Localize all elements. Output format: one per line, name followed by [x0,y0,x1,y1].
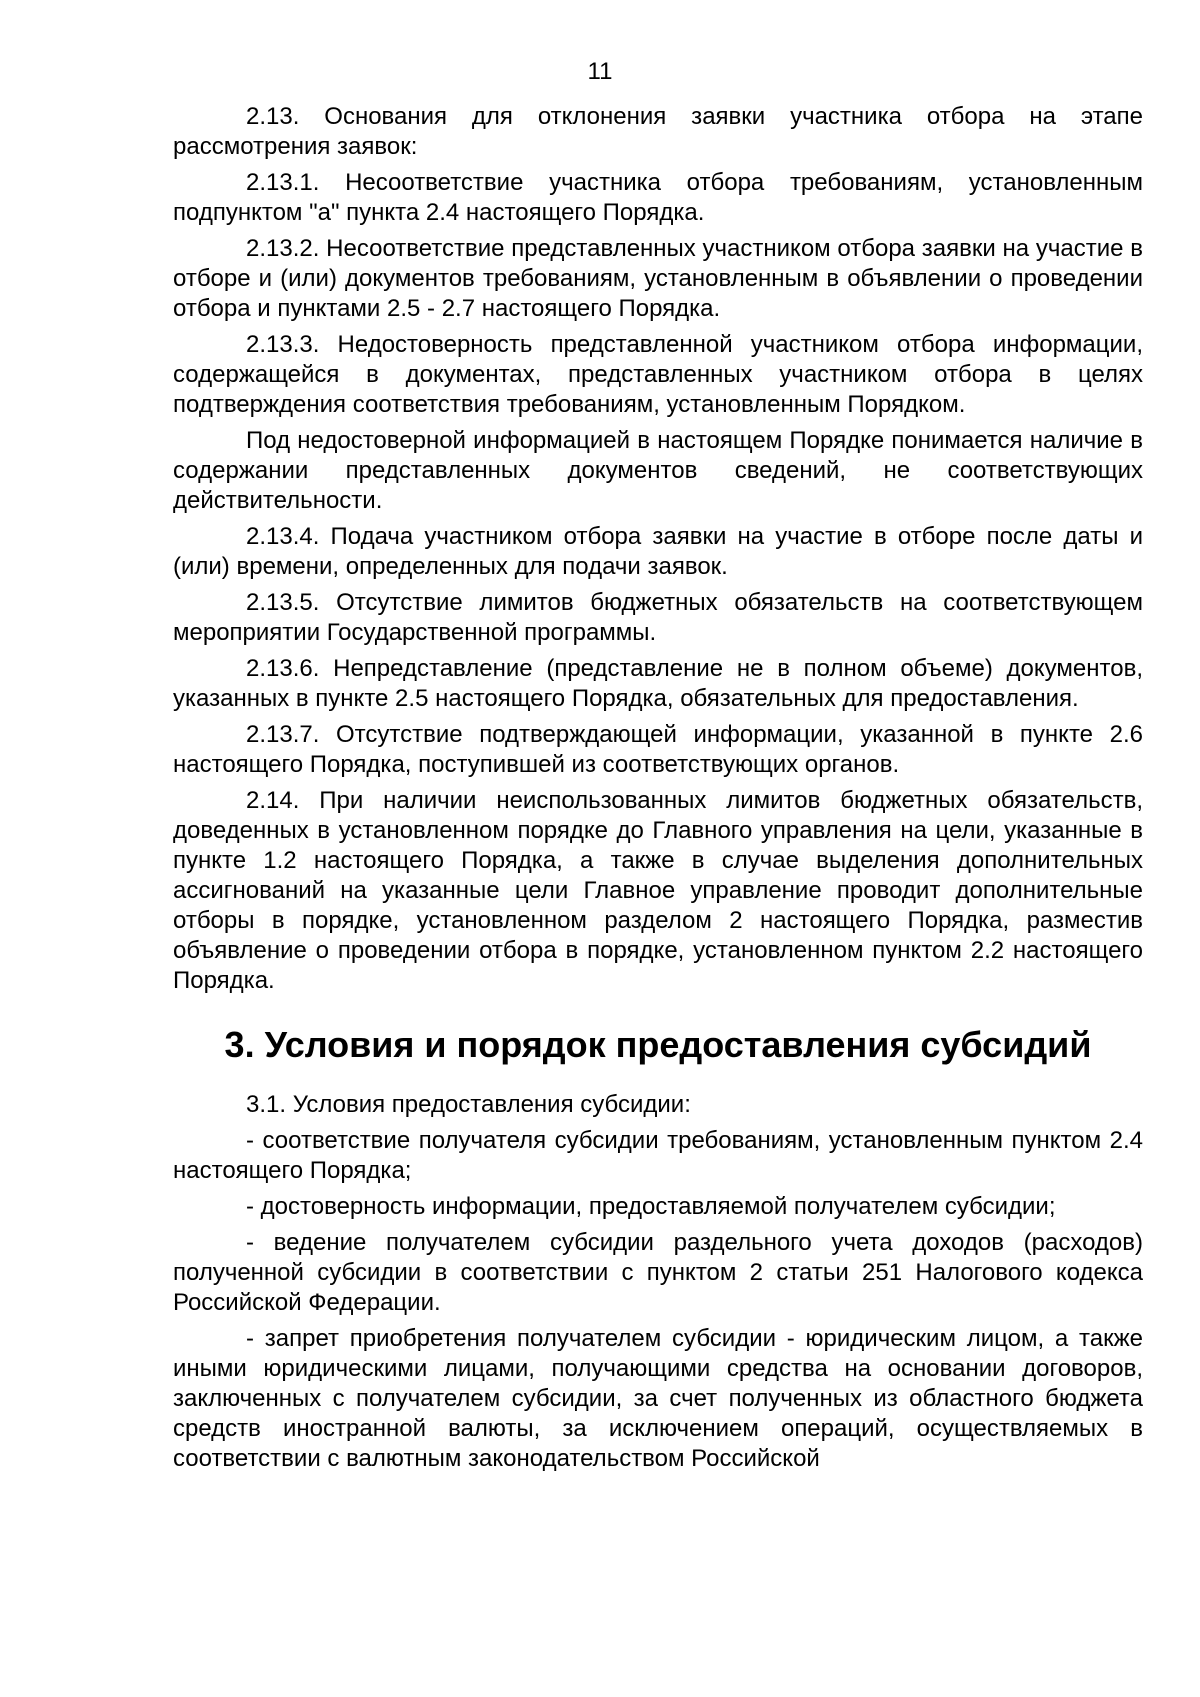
document-body [173,102,1143,1480]
paragraph-2-13-4: 2.13.4. Подача участником отбора заявки на участие в отборе после даты и (или) времени, определенных для подачи заявок. [173,523,1143,580]
paragraph-2-13-2: 2.13.2. Несоответствие представленных участником отбора заявки на участие в отборе и (или) документов требованиям, установленным в объявлении о проведении отбора и пунктами 2.5 - 2.7 настоящего Порядка. [173,235,1143,322]
condition-item-requirements: - соответствие получателя субсидии требованиям, установленным пунктом 2.4 настоящего Порядка; [173,1127,1143,1184]
condition-item-currency-ban: - запрет приобретения получателем субсидии - юридическим лицом, а также иными юридическими лицами, получающими средства на основании договоров, заключенных с получателем субсидии, за счет полученных из областного бюджета средств иностранной валюты, за исключением операций, осуществляемых в соответствии с валютным законодательством Российской [173,1325,1143,1472]
condition-item-reliability: - достоверность информации, предоставляемой получателем субсидии; [246,1193,1056,1220]
paragraph-2-14: 2.14. При наличии неиспользованных лимитов бюджетных обязательств, доведенных в установленном порядке до Главного управления на цели, указанные в пункте 1.2 настоящего Порядка, а также в случае выделения дополнительных ассигнований на указанные цели Главное управление проводит дополнительные отборы в порядке, установленном разделом 2 настоящего Порядка, разместив объявление о проведении отбора в порядке, установленном пунктом 2.2 настоящего Порядка. [173,787,1143,994]
paragraph-2-13-3: 2.13.3. Недостоверность представленной участником отбора информации, содержащейся в документах, представленных участником отбора в целях подтверждения соответствия требованиям, установленным Порядком. [173,331,1143,418]
page-number: 11 [587,58,613,85]
paragraph-2-13-6: 2.13.6. Непредставление (представление не в полном объеме) документов, указанных в пункте 2.5 настоящего Порядка, обязательных для предоставления. [173,655,1143,712]
paragraph-3-1: 3.1. Условия предоставления субсидии: [246,1091,691,1118]
paragraph-2-13-5: 2.13.5. Отсутствие лимитов бюджетных обязательств на соответствующем мероприятии Государственной программы. [173,589,1143,646]
section-heading: 3. Условия и порядок предоставления субсидий [224,1024,1092,1065]
paragraph-2-13-1: 2.13.1. Несоответствие участника отбора требованиям, установленным подпунктом "а" пункта 2.4 настоящего Порядка. [173,169,1143,226]
paragraph-2-13-7: 2.13.7. Отсутствие подтверждающей информации, указанной в пункте 2.6 настоящего Порядка, поступившей из соответствующих органов. [173,721,1143,778]
condition-item-separate-accounting: - ведение получателем субсидии раздельного учета доходов (расходов) полученной субсидии в соответствии с пунктом 2 статьи 251 Налогового кодекса Российской Федерации. [173,1229,1143,1316]
paragraph-unreliable-info-definition: Под недостоверной информацией в настоящем Порядке понимается наличие в содержании представленных документов сведений, не соответствующих действительности. [173,427,1143,514]
paragraph-2-13: 2.13. Основания для отклонения заявки участника отбора на этапе рассмотрения заявок: [173,103,1143,160]
